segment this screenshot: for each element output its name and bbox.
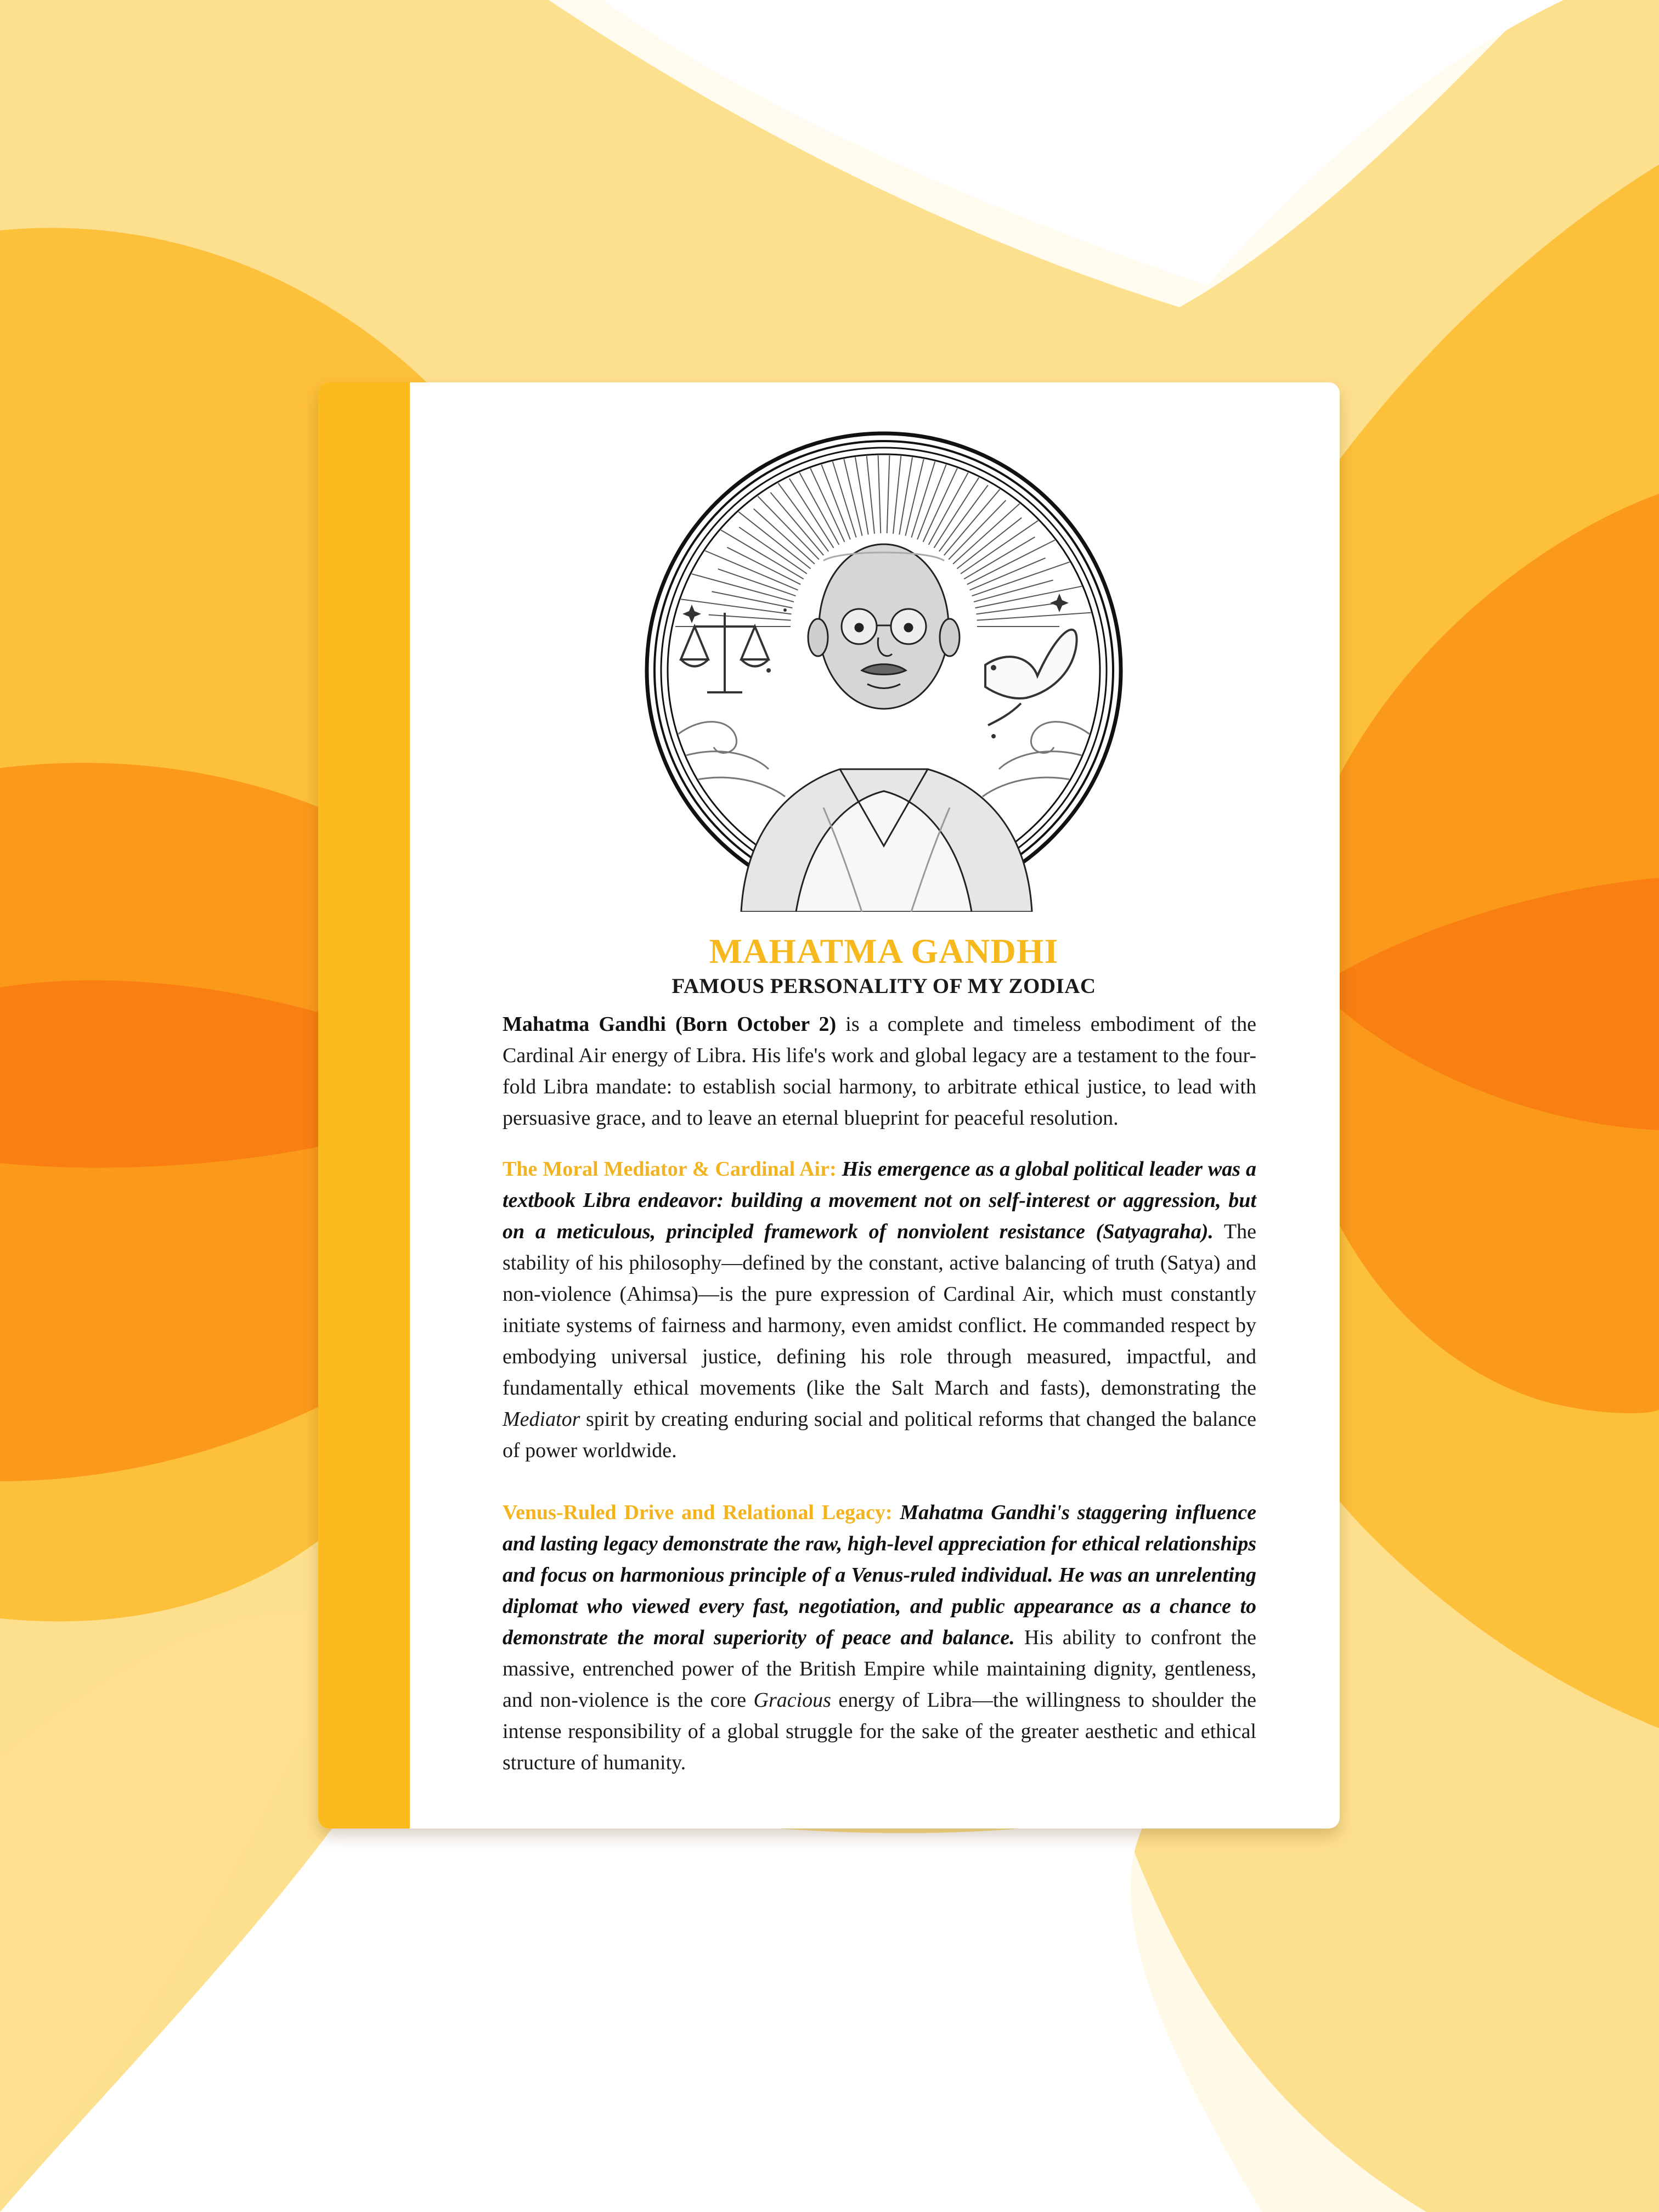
intro-text: is a complete and timeless embodiment of the Cardinal Air energy of Libra. His life's work and global legacy are a testament to the four-fold Libra mandate: to establish social harmony, to arbitrate ethical justice, to lead with persuasive grace, and to leave an eternal blueprint for peaceful resolution. — [503, 1013, 1256, 1130]
section-2-text-b: energy of Libra—the willingness to shoulder the intense responsibility of a global struggle for the sake of the greater aesthetic and ethical structure of humanity. — [503, 1689, 1257, 1774]
gandhi-portrait-medallion-icon — [642, 429, 1125, 912]
personality-name: MAHATMA GANDHI — [709, 932, 1059, 970]
section-1-text-a: The stability of his philosophy—defined by the constant, active balancing of truth (Satya) and non-violence (Ahimsa)—is the pure expression of Cardinal Air, which must constantly initiate systems of fairness and harmony, even amidst conflict. He commanded respect by embodying universal justice, defining his role through measured, impactful, and fundamentally ethical movements (like the Salt March and fasts), demonstrating the — [503, 1220, 1256, 1400]
card-subtitle: FAMOUS PERSONALITY OF MY ZODIAC — [672, 974, 1096, 998]
card-spine — [318, 382, 410, 1829]
section-venus-ruled — [503, 1497, 1256, 1779]
section-2-emphasis: Mahatma Gandhi's staggering influence and lasting legacy demonstrate the raw, high-level appreciation for ethical relationships and focus on harmonious principle of a Venus-ruled individual. He was an unrelenting diplomat who viewed every fast, negotiation, and public appearance as a chance to demonstrate the moral superiority of peace and balance. — [503, 1501, 1257, 1649]
section-2-text-a: His ability to confront the massive, entrenched power of the British Empire while maintaining dignity, gentleness, and non-violence is the core — [503, 1626, 1256, 1712]
card-body — [503, 1009, 1256, 1798]
section-moral-mediator — [503, 1154, 1256, 1466]
intro-bold: Mahatma Gandhi (Born October 2) — [503, 1013, 837, 1036]
section-2-italic: Gracious — [753, 1689, 831, 1712]
section-1-italic: Mediator — [503, 1408, 580, 1431]
section-2-heading: Venus-Ruled Drive and Relational Legacy: — [503, 1501, 893, 1524]
personality-card — [318, 382, 1340, 1829]
intro-paragraph — [503, 1009, 1256, 1134]
section-1-text-b: spirit by creating enduring social and political reforms that changed the balance of power worldwide. — [503, 1408, 1256, 1462]
section-1-heading: The Moral Mediator & Cardinal Air: — [503, 1158, 837, 1181]
section-1-emphasis: His emergence as a global political leader was a textbook Libra endeavor: building a movement not on self-interest or aggression, but on a meticulous, principled framework of nonviolent resistance (Satyagraha). — [503, 1158, 1257, 1243]
